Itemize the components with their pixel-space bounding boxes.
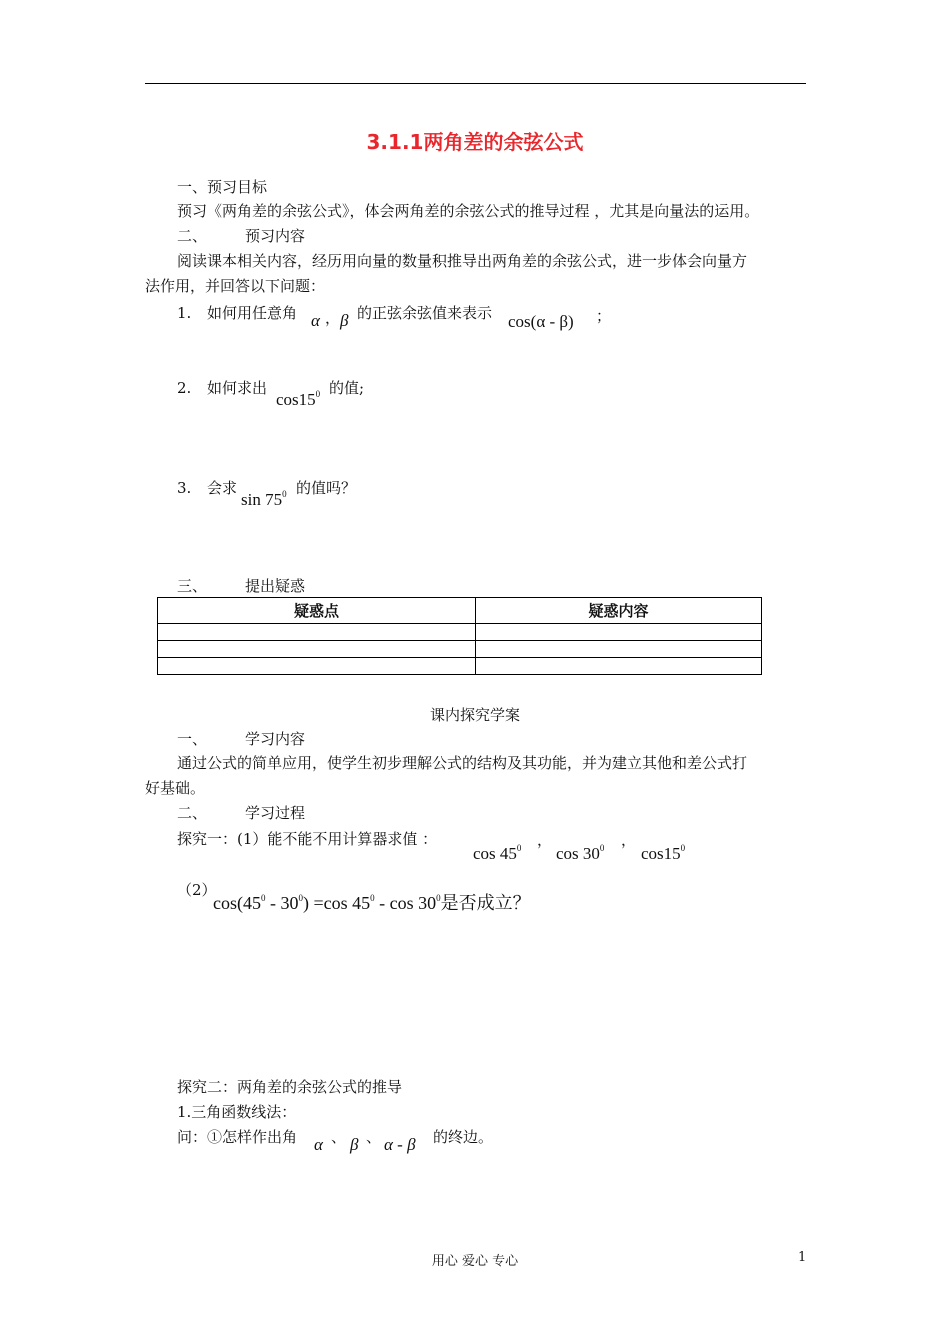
question-1-text: 如何用任意角 — [207, 304, 298, 322]
table-cell[interactable] — [476, 641, 762, 658]
table-header-row — [158, 598, 762, 624]
cos-difference-equation: $\cos(45^0 - 30^0) =\cos$ $45^0$ - $\cos 30^0$是否成立？ — [213, 893, 531, 913]
table-row — [158, 624, 762, 641]
explore-1-text: 探究一：(1）能不能不用计算器求值 ： — [177, 830, 438, 848]
preview-goal-heading: 一、预习目标 — [177, 178, 268, 196]
explore-2-question: 问：①怎样作出角 — [177, 1128, 298, 1146]
separator: 、 — [366, 1128, 382, 1146]
cos15-base: cos15 — [641, 844, 681, 863]
alpha-symbol: α — [314, 1135, 323, 1154]
table-cell[interactable] — [476, 658, 762, 675]
degree-sup: 0 — [282, 489, 287, 499]
equation-question: 是否成立？ — [440, 893, 531, 913]
question-2-end: 的值; — [329, 379, 365, 397]
separator: 、 — [331, 1128, 347, 1146]
table-row — [158, 658, 762, 675]
page-number: 1 — [798, 1250, 807, 1265]
comma: ， — [325, 309, 341, 327]
question-1-end: ； — [596, 307, 612, 325]
question-2-text: 如何求出 — [207, 379, 268, 397]
question-3-number: 3. — [177, 479, 192, 497]
preview-content-heading: 预习内容 — [245, 227, 306, 245]
learning-content-heading: 学习内容 — [245, 730, 306, 748]
preview-content-text-1: 阅读课本相关内容，经历用向量的数量积推导出两角差的余弦公式，进一步体会向量方 — [177, 252, 748, 270]
degree-sup: 0 — [516, 843, 522, 853]
question-2-number: 2. — [177, 379, 192, 397]
cos15-formula — [276, 389, 320, 410]
question-1-text-mid: 的正弦余弦值来表示 — [357, 304, 493, 322]
cos30-base: cos 30 — [556, 844, 600, 863]
learning-content-text-2: 好基础。 — [145, 779, 206, 797]
preview-content-text-2: 法作用，并回答以下问题： — [145, 277, 326, 295]
page-title: 3.1.1两角差的余弦公式 — [366, 130, 584, 154]
degree-sup: 0 — [599, 843, 605, 853]
table-cell[interactable] — [158, 658, 476, 675]
explore-2-heading: 探究二：两角差的余弦公式的推导 — [177, 1078, 403, 1096]
question-3-text: 会求 — [207, 479, 238, 497]
cos30-formula — [556, 843, 604, 864]
doubts-heading: 提出疑惑 — [245, 577, 306, 595]
doubts-number: 三、 — [177, 577, 208, 595]
learning-process-number: 二、 — [177, 804, 208, 822]
learning-content-number: 一、 — [177, 730, 208, 748]
alpha-minus-beta: α - β — [384, 1135, 416, 1154]
cos45-formula — [473, 843, 521, 864]
table-cell[interactable] — [158, 624, 476, 641]
question-1-number: 1. — [177, 304, 192, 322]
trig-line-method: 1.三角函数线法： — [177, 1103, 297, 1121]
header-rule — [145, 83, 806, 84]
beta-symbol: β — [340, 311, 349, 330]
table-row — [158, 641, 762, 658]
degree-sup: 0 — [680, 843, 686, 853]
alpha-symbol: α — [311, 311, 320, 330]
preview-goal-text: 预习《两角差的余弦公式》，体会两角差的余弦公式的推导过程 ，尤其是向量法的运用。 — [177, 202, 760, 220]
explore-2-question-end: 的终边。 — [433, 1128, 494, 1146]
table-cell[interactable] — [158, 641, 476, 658]
preview-content-number: 二、 — [177, 227, 208, 245]
explore-1-part-2-number: （2） — [177, 881, 217, 899]
header-doubt-point: 疑惑点 — [158, 598, 476, 624]
class-plan-title: 课内探究学案 — [429, 706, 520, 724]
header-doubt-content: 疑惑内容 — [476, 598, 762, 624]
footer-slogan: 用心 爱心 专心 — [431, 1254, 519, 1269]
cos15-base: cos15 — [276, 390, 316, 409]
cos45-base: cos 45 — [473, 844, 517, 863]
learning-process-heading: 学习过程 — [245, 804, 306, 822]
sin75-base: sin 75 — [241, 490, 283, 509]
beta-symbol: β — [350, 1135, 359, 1154]
degree-sup: 0 — [315, 389, 321, 399]
separator: ， — [537, 831, 553, 849]
sin75-formula — [241, 489, 287, 510]
separator: ， — [621, 831, 637, 849]
cos15-formula — [641, 843, 685, 864]
question-3-end: 的值吗？ — [296, 479, 357, 497]
cos-alpha-minus-beta-formula: cos(α - β) — [508, 312, 574, 331]
doubts-table — [157, 597, 762, 675]
learning-content-text-1: 通过公式的简单应用，使学生初步理解公式的结构及其功能，并为建立其他和差公式打 — [177, 754, 748, 772]
table-cell[interactable] — [476, 624, 762, 641]
